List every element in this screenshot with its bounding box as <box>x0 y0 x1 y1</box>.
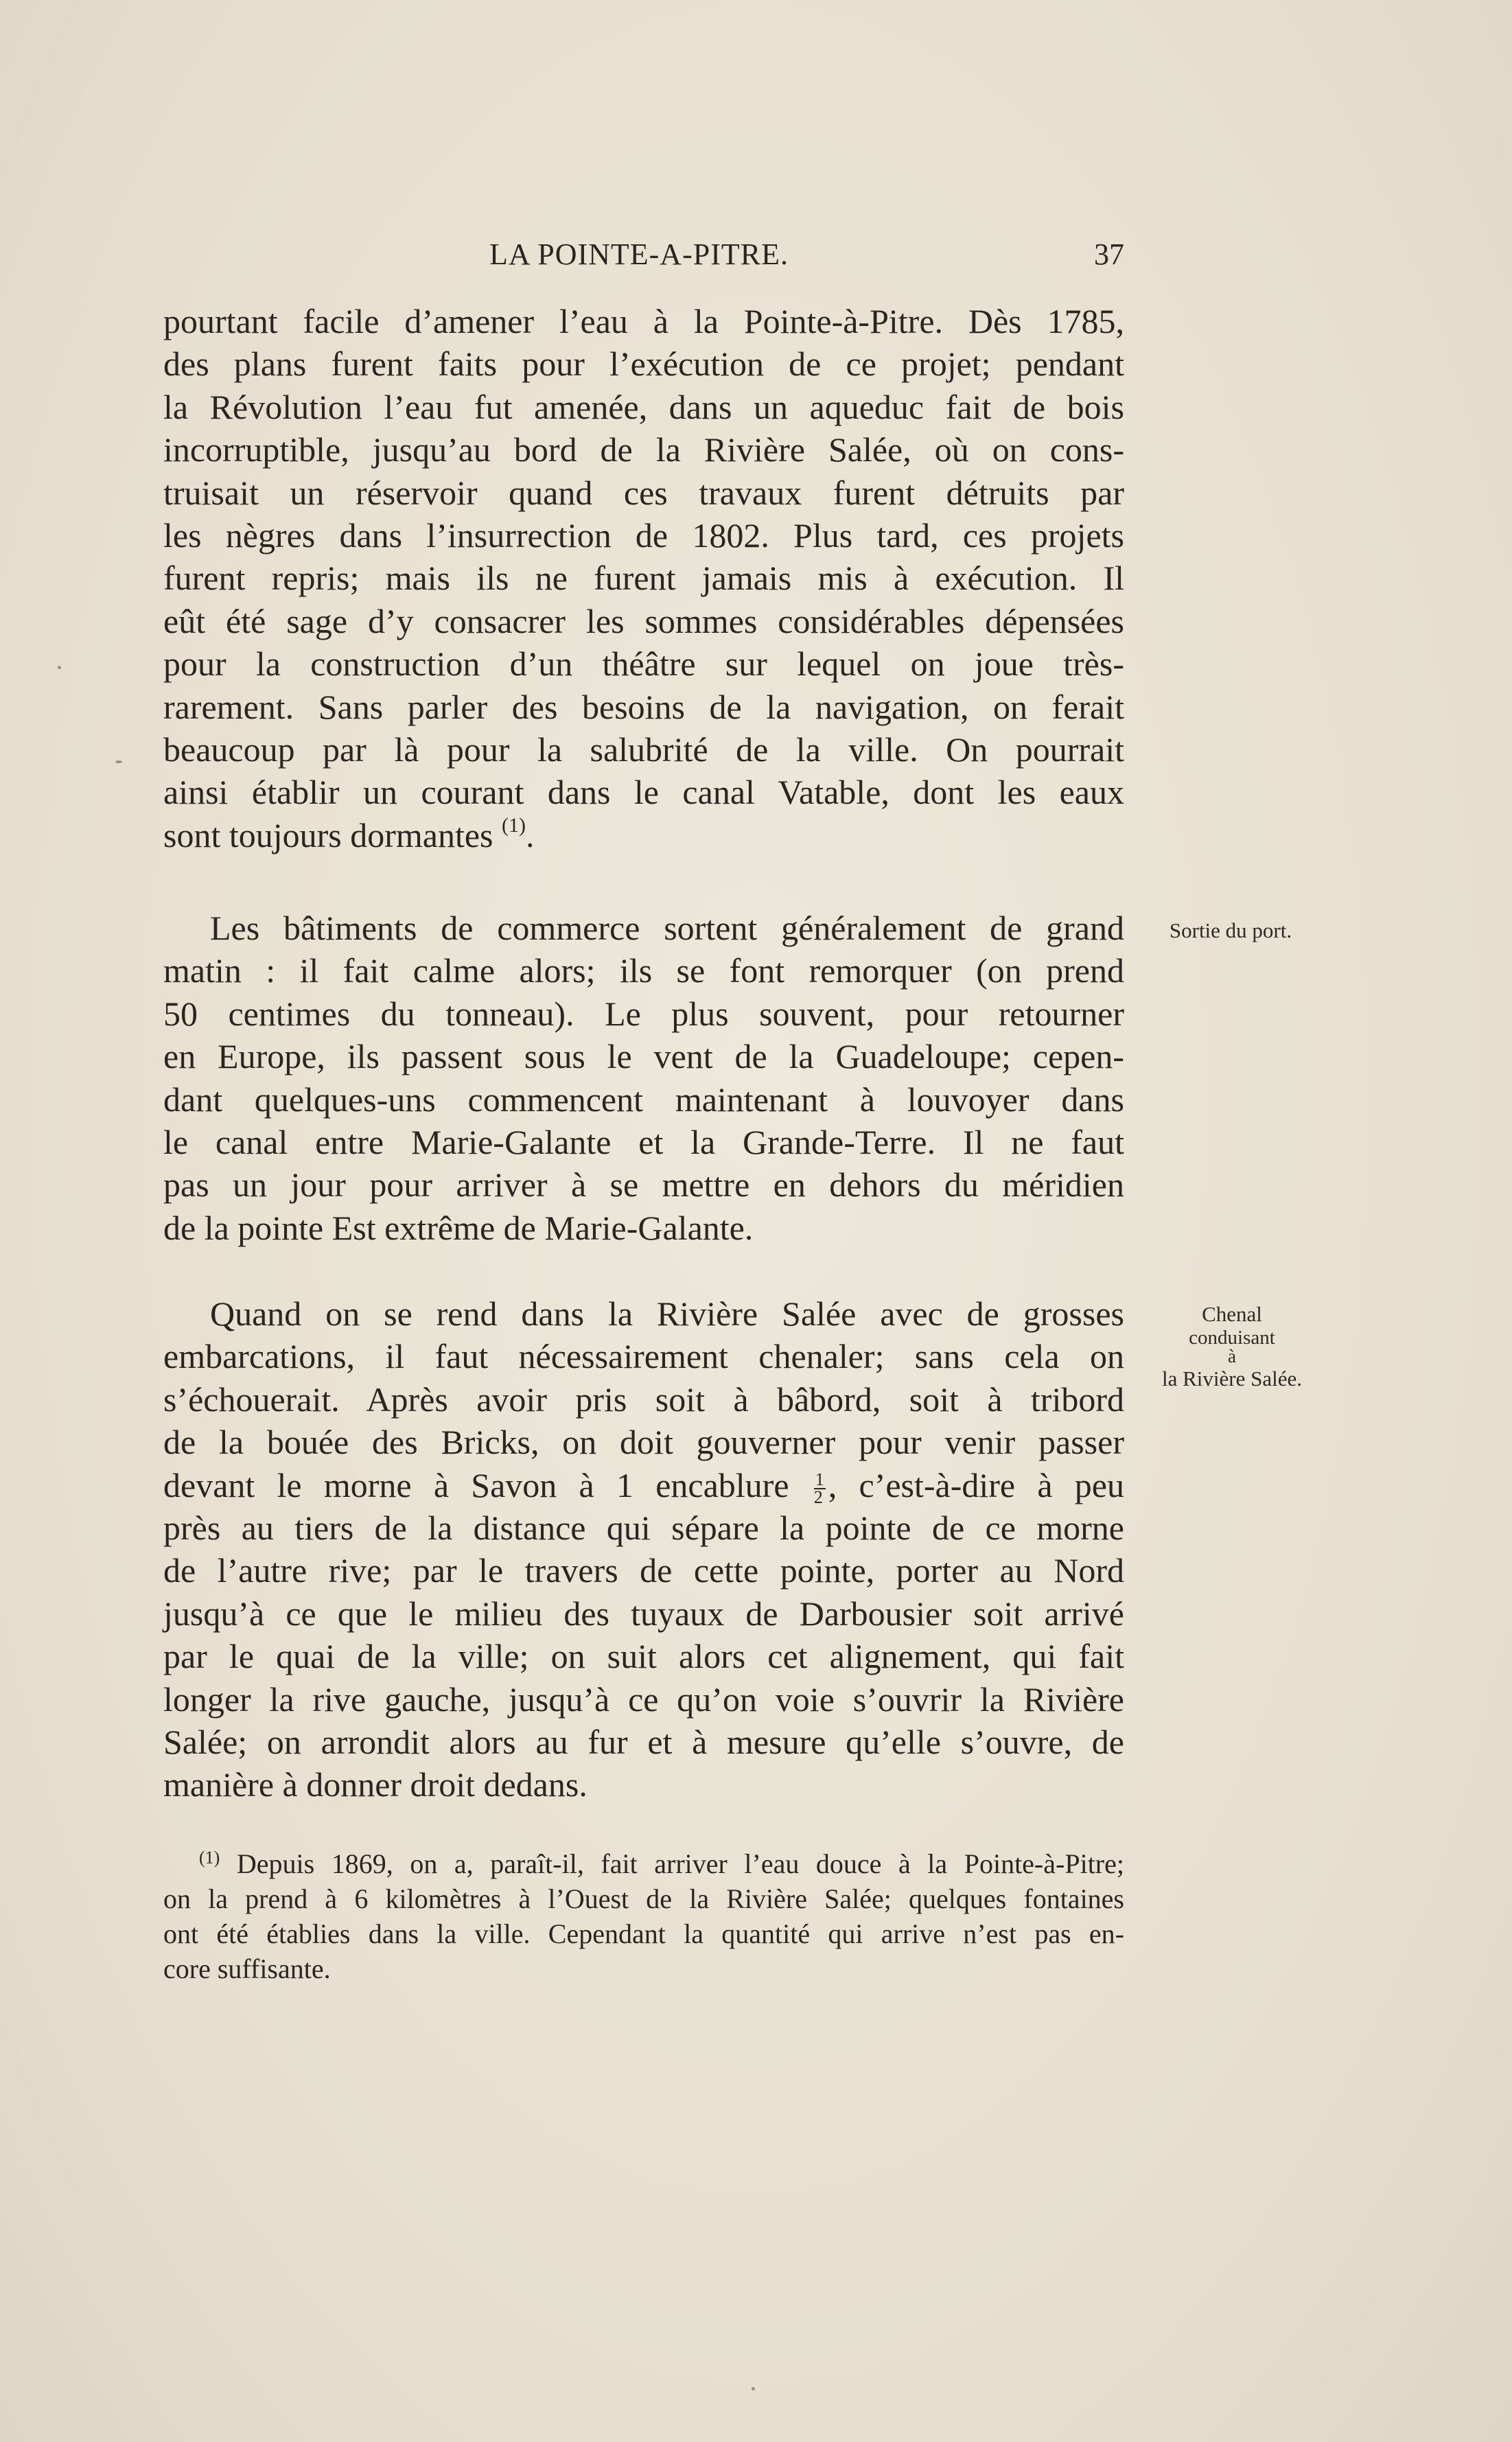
page-number: 37 <box>1094 237 1124 271</box>
paragraph-water-supply <box>163 300 1124 857</box>
margin-note-line: à <box>1228 1346 1236 1367</box>
text-line: longer la rive gauche, jusqu’à ce qu’on voie s’ouvrir la Rivière <box>163 1679 1124 1719</box>
text-line: furent repris; mais ils ne furent jamais mis à exécution. Il <box>163 559 1124 598</box>
text-line <box>163 1464 1124 1507</box>
paragraph-channel-directions <box>163 1292 1124 1806</box>
text-line: des plans furent faits pour l’exécution de ce projet; pendant <box>163 345 1124 384</box>
text-line: la Révolution l’eau fut amenée, dans un aqueduc fait de bois <box>163 387 1124 426</box>
margin-note-line: la Rivière Salée. <box>1162 1367 1302 1391</box>
text-fragment: , c’est-à-dire à peu <box>828 1465 1124 1504</box>
text-line: le canal entre Marie-Galante et la Grande-Terre. Il ne faut <box>163 1122 1124 1161</box>
footnote-mark: (1) <box>199 1848 220 1868</box>
text-line: Les bâtiments de commerce sortent généralement de grand <box>210 909 1124 947</box>
paper-speck <box>752 2387 755 2391</box>
text-line: de la bouée des Bricks, on doit gouverner pour venir passer <box>163 1423 1124 1462</box>
text-line: manière à donner droit dedans. <box>163 1765 588 1804</box>
text-fragment: devant le morne à Savon à 1 encablure <box>163 1465 789 1504</box>
end-punctuation: . <box>526 815 535 854</box>
fraction-denominator: 2 <box>813 1487 823 1508</box>
footnote-line <box>163 1846 1124 1881</box>
text-line: les nègres dans l’insurrection de 1802. Plus tard, ces projets <box>163 515 1124 555</box>
text-line: matin : il fait calme alors; ils se font remorquer (on prend <box>163 951 1124 990</box>
text-line: beaucoup par là pour la salubrité de la ville. On pourrait <box>163 730 1124 769</box>
text-line: par le quai de la ville; on suit alors cet alignement, qui fait <box>163 1637 1124 1676</box>
fraction-numerator: 1 <box>815 1469 824 1490</box>
text-line: de la pointe Est extrême de Marie-Galante. <box>163 1208 754 1247</box>
text-line: eût été sage d’y consacrer les sommes considérables dépensées <box>163 601 1124 640</box>
text-line: pas un jour pour arriver à se mettre en dehors du méridien <box>163 1165 1124 1205</box>
running-head <box>163 237 1124 278</box>
footnote-line: ont été établies dans la ville. Cependant la quantité qui arrive n’est pas en- <box>163 1918 1124 1949</box>
footnote <box>163 1846 1124 1986</box>
text-line: ainsi établir un courant dans le canal Vatable, dont les eaux <box>163 773 1124 812</box>
paper-speck <box>58 666 61 669</box>
text-line: de l’autre rive; par le travers de cette pointe, porter au Nord <box>163 1551 1124 1590</box>
text-line: dant quelques-uns commencent maintenant à louvoyer dans <box>163 1080 1124 1119</box>
text-line: s’échouerait. Après avoir pris soit à bâbord, soit à tribord <box>163 1380 1124 1419</box>
margin-note-sortie-du-port: Sortie du port. <box>1169 918 1292 942</box>
text-line: en Europe, ils passent sous le vent de la Guadeloupe; cepen- <box>163 1037 1124 1076</box>
text-line: truisait un réservoir quand ces travaux furent détruits par <box>163 473 1124 512</box>
text-line: Salée; on arrondit alors au fur et à mesure qu’elle s’ouvre, de <box>163 1722 1124 1761</box>
footnote-line: on la prend à 6 kilomètres à l’Ouest de la Rivière Salée; quelques fontaines <box>163 1883 1124 1914</box>
running-title: LA POINTE-A-PITRE. <box>489 237 789 271</box>
text-line: pour la construction d’un théâtre sur lequel on joue très- <box>163 644 1124 684</box>
margin-note-line: conduisant <box>1189 1327 1275 1349</box>
text-line: rarement. Sans parler des besoins de la navigation, on ferait <box>163 687 1124 726</box>
text-line: embarcations, il faut nécessairement chenaler; sans cela on <box>163 1337 1124 1376</box>
text-fragment: Depuis 1869, on a, paraît-il, fait arriver l’eau douce à la Pointe-à-Pitre; <box>236 1848 1124 1879</box>
margin-note-chenal <box>1132 1301 1331 1393</box>
margin-note-line: Chenal <box>1202 1302 1262 1326</box>
footnote-line: core suffisante. <box>163 1953 331 1984</box>
paragraph-harbor-exit <box>163 907 1124 1249</box>
text-line: jusqu’à ce que le milieu des tuyaux de Darbousier soit arrivé <box>163 1594 1124 1633</box>
text-line: 50 centimes du tonneau). Le plus souvent, pour retourner <box>163 994 1124 1033</box>
text-line: pourtant facile d’amener l’eau à la Pointe-à-Pitre. Dès 1785, <box>163 302 1124 340</box>
text-fragment: sont toujours dormantes <box>163 815 493 854</box>
text-line: incorruptible, jusqu’au bord de la Rivière Salée, où on cons- <box>163 430 1124 469</box>
fraction-one-half <box>813 1469 826 1508</box>
paper-speck <box>115 760 122 763</box>
text-line <box>163 814 1124 857</box>
footnote-reference[interactable]: (1) <box>502 813 526 837</box>
text-line: Quand on se rend dans la Rivière Salée avec de grosses <box>210 1294 1124 1333</box>
text-line: près au tiers de la distance qui sépare la pointe de ce morne <box>163 1508 1124 1547</box>
